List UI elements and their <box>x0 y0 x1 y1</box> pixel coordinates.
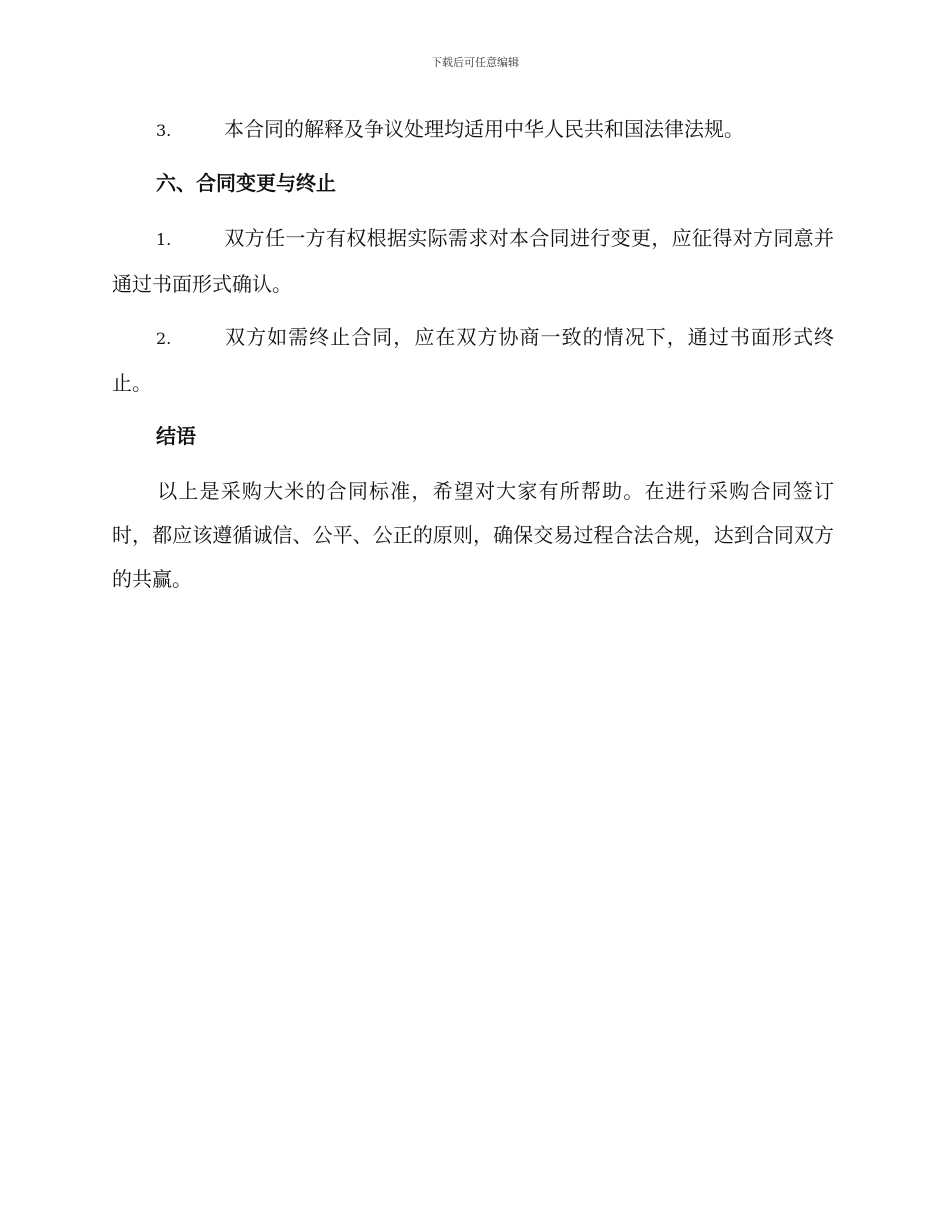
page-header: 下载后可任意编辑 <box>431 56 519 69</box>
conclusion-text: 以上是采购大米的合同标准，希望对大家有所帮助。在进行采购合同签订时，都应该遵循诚信、公平、公正的原则，确保交易过程合法合规，达到合同双方的共赢。 <box>112 479 834 591</box>
clause-text: 双方如需终止合同，应在双方协商一致的情况下，通过书面形式终止。 <box>112 325 834 395</box>
clause-number: 3. <box>156 121 172 140</box>
conclusion-paragraph <box>112 469 834 601</box>
section-heading-6: 六、合同变更与终止 <box>156 171 336 195</box>
clause-text: 本合同的解释及争议处理均适用中华人民共和国法律法规。 <box>224 117 744 141</box>
conclusion-heading: 结语 <box>156 424 196 448</box>
clause-text: 双方任一方有权根据实际需求对本合同进行变更，应征得对方同意并通过书面形式确认。 <box>112 226 834 296</box>
clause-5-3 <box>112 107 834 153</box>
clause-number: 2. <box>156 329 172 348</box>
clause-number: 1. <box>156 230 172 249</box>
clause-6-2 <box>112 315 834 405</box>
clause-6-1 <box>112 216 834 306</box>
